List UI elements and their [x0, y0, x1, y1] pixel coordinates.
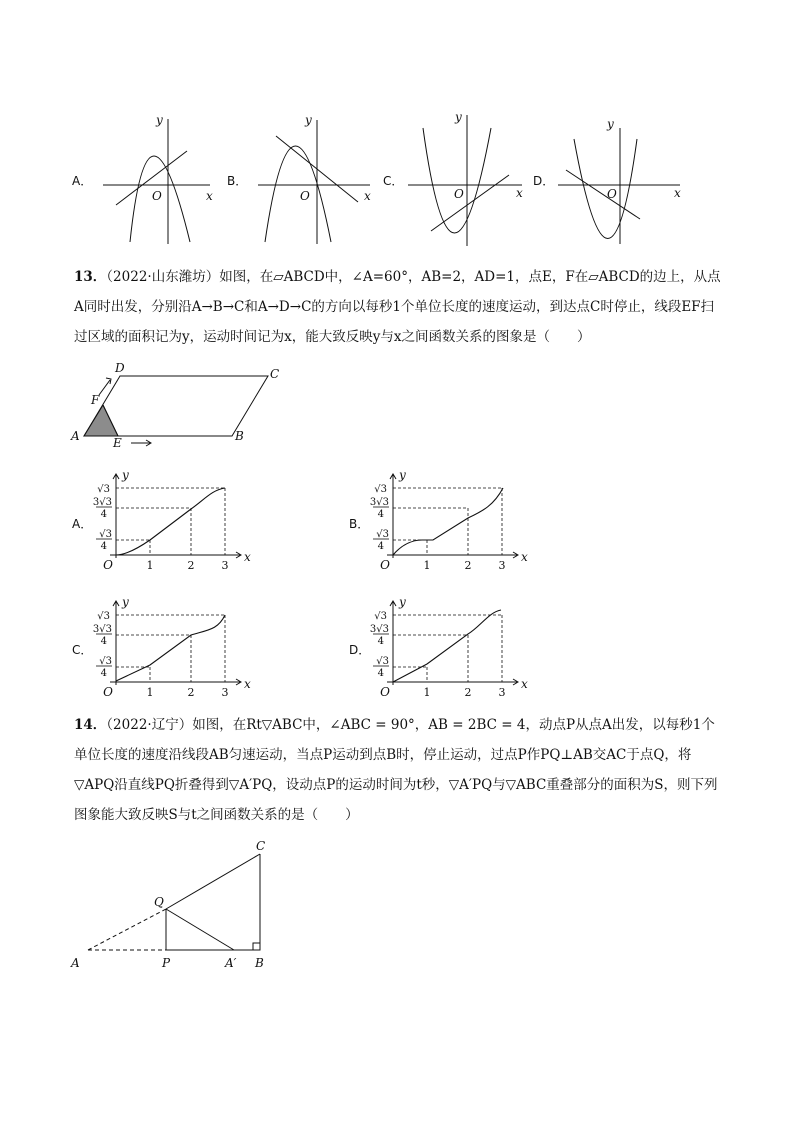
vertex-c-label: C: [256, 839, 266, 853]
x-tick-1: 1: [146, 559, 154, 572]
svg-text:3√3: 3√3: [92, 497, 112, 508]
q12-option-a-label: A．: [72, 174, 93, 188]
x-tick-2: 2: [187, 559, 195, 572]
q12-option-d-label: D．: [533, 174, 555, 188]
q12-option-c-label: C．: [383, 174, 404, 188]
vertex-c-label: C: [270, 367, 280, 381]
q13-option-b-label: B．: [349, 517, 370, 531]
x-tick-3: 3: [221, 686, 229, 699]
axis-x-label: x: [516, 186, 523, 200]
axis-y-label: y: [399, 595, 406, 609]
svg-text:4: 4: [100, 668, 107, 679]
q13-option-c-label: C．: [72, 643, 93, 657]
vertex-b-label: B: [255, 956, 264, 970]
x-tick-3: 3: [221, 559, 229, 572]
x-tick-2: 2: [464, 559, 472, 572]
x-tick-1: 1: [146, 686, 154, 699]
y-tick-sqrt3: √3: [374, 484, 387, 495]
axis-x-label: x: [364, 189, 371, 203]
x-tick-1: 1: [423, 686, 431, 699]
x-tick-2: 2: [464, 686, 472, 699]
axis-y-label: y: [455, 110, 462, 124]
svg-text:4: 4: [377, 668, 384, 679]
q13-option-d-label: D．: [349, 643, 371, 657]
origin-label: O: [103, 685, 113, 699]
svg-text:√3: √3: [99, 529, 112, 540]
origin-label: O: [103, 558, 113, 572]
svg-text:3√3: 3√3: [369, 497, 389, 508]
question-number: 13．: [74, 269, 107, 285]
axis-x-label: x: [244, 677, 251, 691]
svg-text:4: 4: [377, 509, 384, 520]
x-tick-2: 2: [187, 686, 195, 699]
question-number: 14．: [74, 717, 107, 733]
axis-x-label: x: [521, 677, 528, 691]
svg-text:√3: √3: [376, 656, 389, 667]
axis-y-label: y: [305, 113, 312, 127]
svg-text:4: 4: [100, 636, 107, 647]
origin-label: O: [607, 187, 617, 201]
svg-text:√3: √3: [376, 529, 389, 540]
svg-text:4: 4: [377, 636, 384, 647]
x-tick-3: 3: [498, 686, 506, 699]
q12-option-b-label: B．: [227, 174, 248, 188]
svg-text:4: 4: [100, 541, 107, 552]
point-a-prime-label: A′: [225, 956, 237, 970]
axis-x-label: x: [674, 186, 681, 200]
axis-y-label: y: [122, 468, 129, 482]
vertex-b-label: B: [235, 429, 244, 443]
y-tick-sqrt3: √3: [97, 611, 110, 622]
origin-label: O: [454, 187, 464, 201]
point-q-label: Q: [154, 895, 164, 909]
axis-x-label: x: [521, 550, 528, 564]
svg-text:√3: √3: [99, 656, 112, 667]
point-e-label: E: [113, 436, 122, 450]
axis-y-label: y: [607, 117, 614, 131]
origin-label: O: [380, 558, 390, 572]
svg-text:3√3: 3√3: [92, 624, 112, 635]
axis-y-label: y: [122, 595, 129, 609]
point-f-label: F: [91, 393, 100, 407]
y-tick-sqrt3: √3: [97, 484, 110, 495]
svg-text:4: 4: [377, 541, 384, 552]
question-body: 如图，在Rt▽ABC中，∠ABC = 90°，AB = 2BC = 4，动点P从点A出发，以每秒1个单位长度的速度沿线段AB匀速运动，当点P运动到点B时，停止运动，过点P作PQ⊥AB交AC于点Q，将▽APQ沿直线PQ折叠得到▽A′PQ，设动点P的运动时间为t秒，▽A′PQ与▽ABC重叠部分的面积为S，则下列图象能大致反映S与t之间函数关系的是（ ）: [74, 717, 718, 823]
vertex-a-label: A: [71, 429, 80, 443]
question-source: （2022·辽宁）: [106, 717, 193, 733]
axis-y-label: y: [156, 113, 163, 127]
vertex-d-label: D: [115, 361, 125, 375]
svg-text:4: 4: [100, 509, 107, 520]
axis-x-label: x: [206, 189, 213, 203]
origin-label: O: [152, 189, 162, 203]
vertex-a-label: A: [71, 956, 80, 970]
axis-x-label: x: [244, 550, 251, 564]
question-source: （2022·山东潍坊）: [106, 269, 220, 285]
x-tick-3: 3: [498, 559, 506, 572]
q13-option-a-label: A．: [72, 517, 93, 531]
axis-y-label: y: [399, 468, 406, 482]
point-p-label: P: [162, 956, 171, 970]
origin-label: O: [380, 685, 390, 699]
origin-label: O: [300, 189, 310, 203]
y-tick-sqrt3: √3: [374, 611, 387, 622]
x-tick-1: 1: [423, 559, 431, 572]
svg-text:3√3: 3√3: [369, 624, 389, 635]
question-body: 如图，在▱ABCD中，∠A=60°，AB=2，AD=1，点E，F在▱ABCD的边上，从点A同时出发，分别沿A→B→C和A→D→C的方向以每秒1个单位长度的速度运动，到达点C时停止，线段EF扫过区域的面积记为y，运动时间记为x，能大致反映y与x之间函数关系的图象是（ ）: [74, 269, 721, 345]
